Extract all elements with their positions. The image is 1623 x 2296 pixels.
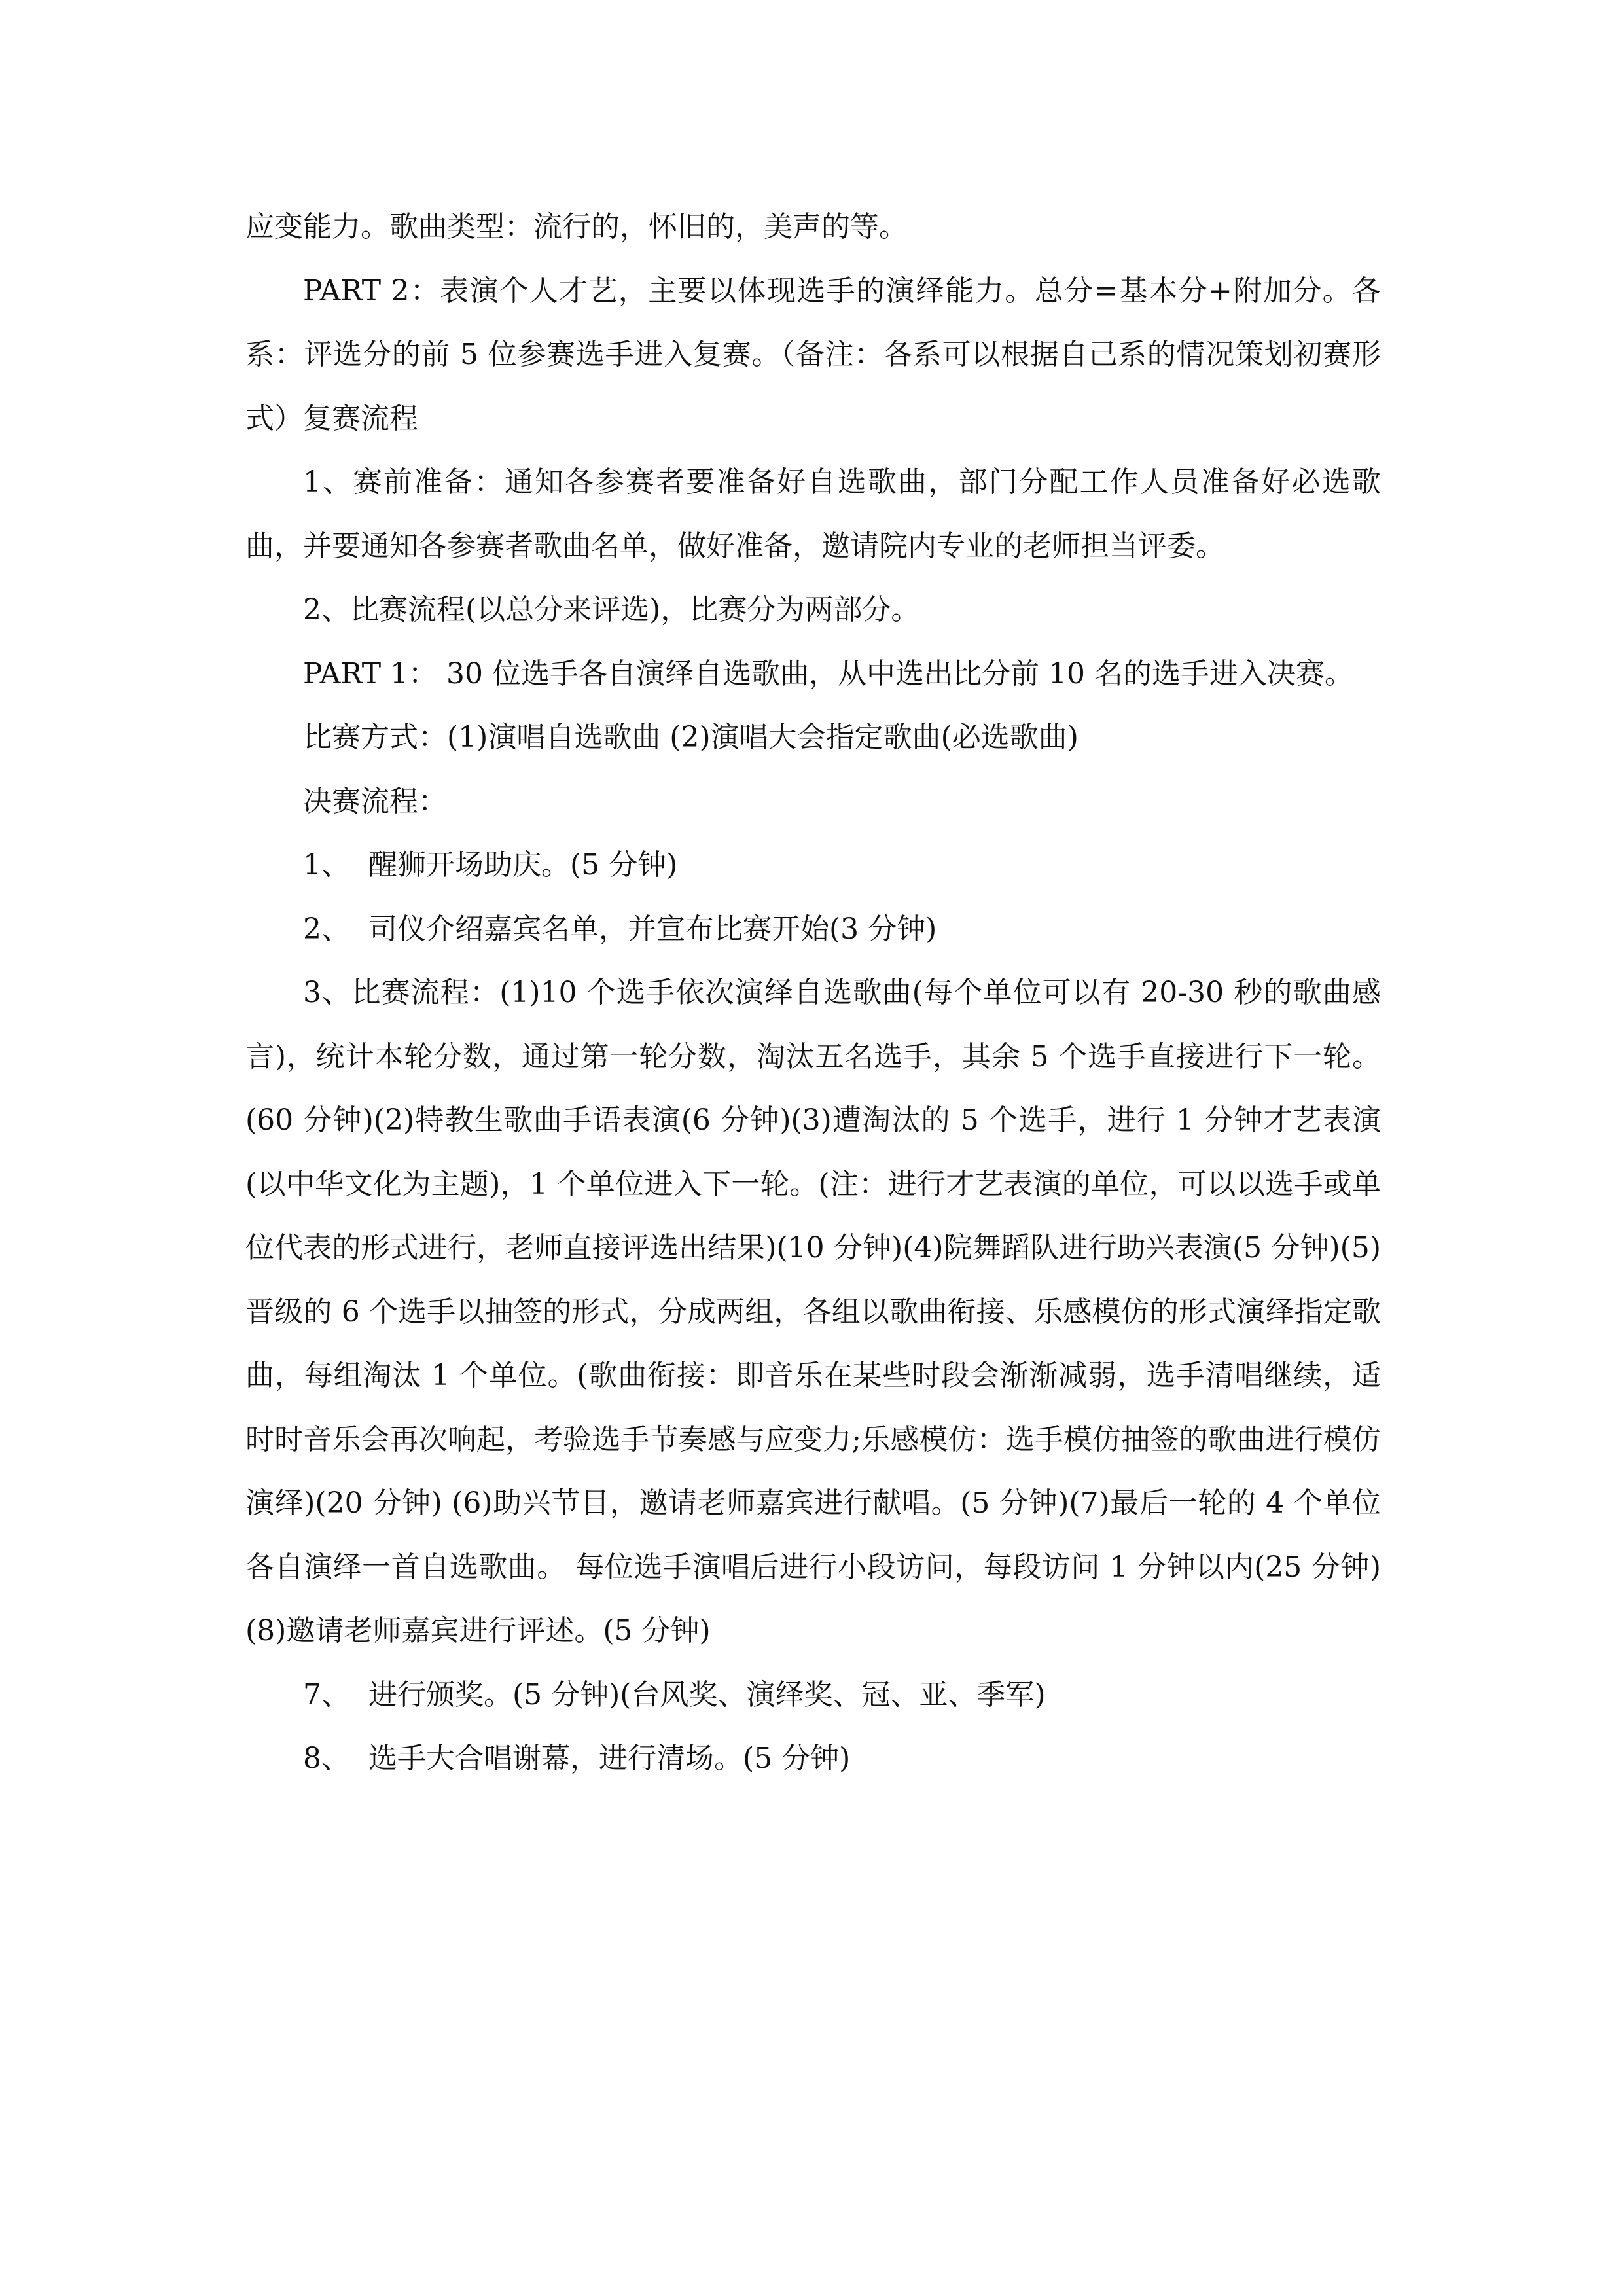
paragraph-song-types: 应变能力。歌曲类型：流行的，怀旧的，美声的等。 xyxy=(245,210,908,243)
list-item xyxy=(245,897,1381,961)
list-item xyxy=(245,833,1381,897)
list-item-number: 8、 xyxy=(303,1742,350,1775)
list-item-text: 醒狮开场助庆。(5 分钟) xyxy=(368,848,678,882)
document-body xyxy=(245,195,1381,1791)
paragraph-final-flow-heading: 决赛流程： xyxy=(303,784,447,818)
list-item xyxy=(245,1663,1381,1727)
paragraph-final-process: 3、比赛流程：(1)10 个选手依次演绎自选歌曲(每个单位可以有 20-30 秒的歌曲感言)，统计本轮分数，通过第一轮分数，淘汰五名选手，其余 5 个选手直接进行下一轮。(60 分钟)(2)特教生歌曲手语表演(6 分钟)(3)遭淘汰的 5 个选手，进行 1 分钟才艺表演(以中华文化为主题)，1 个单位进入下一轮。(注：进行才艺表演的单位，可以以选手或单位代表的形式进行，老师直接评选出结果)(10 分钟)(4)院舞蹈队进行助兴表演(5 分钟)(5)晋级的 6 个选手以抽签的形式，分成两组，各组以歌曲衔接、乐感模仿的形式演绎指定歌曲，每组淘汰 1 个单位。(歌曲衔接：即音乐在某些时段会渐渐减弱，选手清唱继续，适时时音乐会再次响起，考验选手节奏感与应变力;乐感模仿：选手模仿抽签的歌曲进行模仿演绎)(20 分钟) (6)助兴节目，邀请老师嘉宾进行献唱。(5 分钟)(7)最后一轮的 4 个单位各自演绎一首自选歌曲。 每位选手演唱后进行小段访问，每段访问 1 分钟以内(25 分钟) (8)邀请老师嘉宾进行评述。(5 分钟) xyxy=(245,976,1381,1647)
list-item-text: 进行颁奖。(5 分钟)(台风奖、演绎奖、冠、亚、季军) xyxy=(368,1677,1046,1712)
paragraph-preparation: 1、赛前准备：通知各参赛者要准备好自选歌曲，部门分配工作人员准备好必选歌曲，并要通知各参赛者歌曲名单，做好准备，邀请院内专业的老师担当评委。 xyxy=(245,465,1381,563)
list-item xyxy=(245,1727,1381,1791)
list-item-number: 7、 xyxy=(303,1677,350,1712)
list-item-number: 1、 xyxy=(303,848,350,882)
list-item-text: 选手大合唱谢幕，进行清场。(5 分钟) xyxy=(368,1742,851,1775)
paragraph-part2: PART 2：表演个人才艺，主要以体现选手的演绎能力。总分=基本分+附加分。各系：评选分的前 5 位参赛选手进入复赛。（备注：各系可以根据自己系的情况策划初赛形式）复赛流程 xyxy=(245,274,1381,435)
list-item-number: 2、 xyxy=(303,912,350,946)
paragraph-competition-flow: 2、比赛流程(以总分来评选)，比赛分为两部分。 xyxy=(303,593,920,626)
paragraph-part1: PART 1： 30 位选手各自演绎自选歌曲，从中选出比分前 10 名的选手进入决赛。 xyxy=(303,656,1353,691)
paragraph-competition-method: 比赛方式：(1)演唱自选歌曲 (2)演唱大会指定歌曲(必选歌曲) xyxy=(303,721,1079,754)
list-item-text: 司仪介绍嘉宾名单，并宣布比赛开始(3 分钟) xyxy=(368,912,937,946)
